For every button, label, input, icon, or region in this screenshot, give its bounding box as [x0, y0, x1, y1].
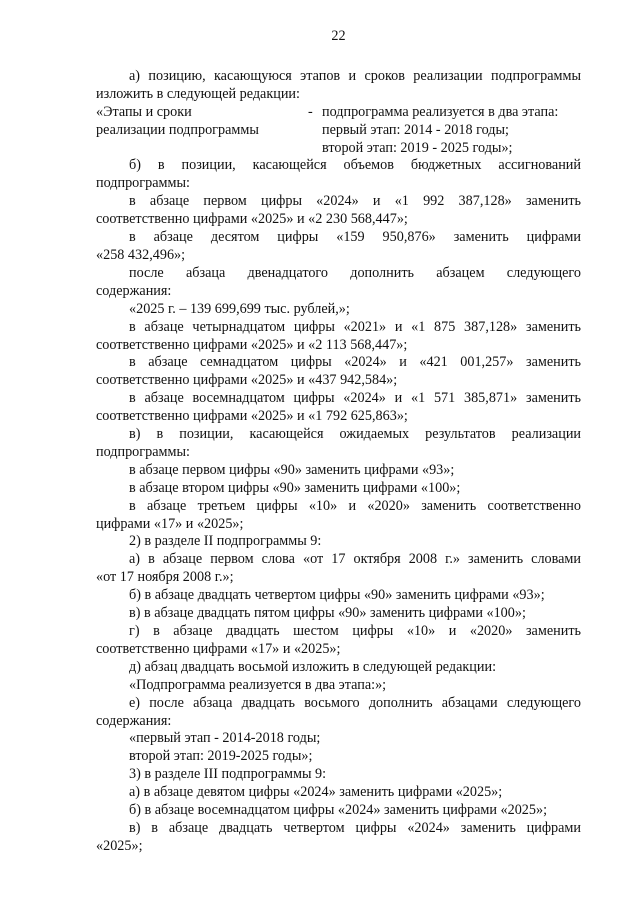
paragraph-line: «2025»;	[96, 837, 143, 854]
paragraph-line: соответственно цифрами «17» и «2025»;	[96, 640, 341, 657]
paragraph-line: а) позицию, касающуюся этапов и сроков реализации подпрограммы	[129, 67, 581, 84]
paragraph-line: в) в позиции, касающейся ожидаемых результатов реализации	[129, 426, 581, 443]
paragraph-line: д) абзац двадцать восьмой изложить в следующей редакции:	[129, 658, 497, 675]
paragraph-line: в абзаце втором цифры «90» заменить цифрами «100»;	[129, 479, 461, 496]
paragraph-line: б) в абзаце двадцать четвертом цифры «90» заменить цифрами «93»;	[129, 587, 545, 604]
paragraph-line: соответственно цифрами «2025» и «1 792 625,863»;	[96, 408, 408, 425]
paragraph-line: изложить в следующей редакции:	[96, 85, 300, 102]
paragraph-line: е) после абзаца двадцать восьмого дополнить абзацами следующего	[129, 694, 581, 711]
paragraph-line: в абзаце десятом цифры «159 950,876» заменить цифрами	[129, 229, 581, 246]
paragraph-line: б) в абзаце восемнадцатом цифры «2024» заменить цифрами «2025»;	[129, 802, 548, 819]
paragraph-line: б) в позиции, касающейся объемов бюджетных ассигнований	[129, 157, 581, 174]
table-right-line: второй этап: 2019 - 2025 годы»;	[322, 139, 513, 156]
paragraph-line: в абзаце четырнадцатом цифры «2021» и «1 875 387,128» заменить	[129, 318, 581, 335]
paragraph-line: в абзаце первом цифры «90» заменить цифрами «93»;	[129, 461, 455, 478]
paragraph-line: «Подпрограмма реализуется в два этапа:»;	[129, 676, 387, 693]
paragraph-line: 2) в разделе II подпрограммы 9:	[129, 533, 322, 550]
paragraph-line: «от 17 ноября 2008 г.»;	[96, 569, 234, 586]
page-number: 22	[331, 28, 346, 44]
paragraph-line: «2025 г. – 139 699,699 тыс. рублей,»;	[129, 300, 350, 317]
paragraph-line: подпрограммы:	[96, 175, 190, 192]
table-right-column	[320, 104, 581, 158]
paragraph-line: в абзаце восемнадцатом цифры «2024» и «1 571 385,871» заменить	[129, 390, 581, 407]
paragraph-line: подпрограммы:	[96, 443, 190, 460]
paragraph-line: «258 432,496»;	[96, 246, 186, 263]
table-left-line: реализации подпрограммы	[96, 121, 259, 138]
paragraph-line: содержания:	[96, 712, 172, 729]
stages-table	[96, 104, 581, 158]
paragraph-line: второй этап: 2019-2025 годы»;	[129, 748, 313, 765]
paragraph-line: а) в абзаце первом слова «от 17 октября 2008 г.» заменить словами	[129, 551, 581, 568]
paragraph-line: «первый этап - 2014-2018 годы;	[129, 730, 321, 747]
table-dash: -	[308, 103, 313, 120]
paragraph-line: соответственно цифрами «2025» и «437 942,584»;	[96, 372, 398, 389]
table-right-line: подпрограмма реализуется в два этапа:	[322, 103, 559, 120]
paragraph-line: а) в абзаце девятом цифры «2024» заменить цифрами «2025»;	[129, 784, 503, 801]
table-right-line: первый этап: 2014 - 2018 годы;	[322, 121, 509, 138]
paragraph-line: в абзаце первом цифры «2024» и «1 992 387,128» заменить	[129, 193, 581, 210]
paragraph-line: в абзаце семнадцатом цифры «2024» и «421 001,257» заменить	[129, 354, 581, 371]
paragraph-line: в) в абзаце двадцать пятом цифры «90» заменить цифрами «100»;	[129, 605, 526, 622]
paragraph-line: г) в абзаце двадцать шестом цифры «10» и «2020» заменить	[129, 623, 581, 639]
paragraph-line: после абзаца двенадцатого дополнить абзацем следующего	[129, 264, 581, 281]
table-left-line: «Этапы и сроки	[96, 103, 192, 120]
paragraph-line: соответственно цифрами «2025» и «2 230 568,447»;	[96, 211, 408, 228]
paragraph-line: в) в абзаце двадцать четвертом цифры «2024» заменить цифрами	[129, 819, 581, 836]
paragraph-line: в абзаце третьем цифры «10» и «2020» заменить соответственно	[129, 497, 581, 514]
table-left-column	[96, 104, 308, 158]
paragraph-line: соответственно цифрами «2025» и «2 113 568,447»;	[96, 336, 408, 353]
paragraph-line: 3) в разделе III подпрограммы 9:	[129, 766, 327, 783]
paragraph-line: содержания:	[96, 282, 172, 299]
paragraph-line: цифрами «17» и «2025»;	[96, 515, 244, 532]
